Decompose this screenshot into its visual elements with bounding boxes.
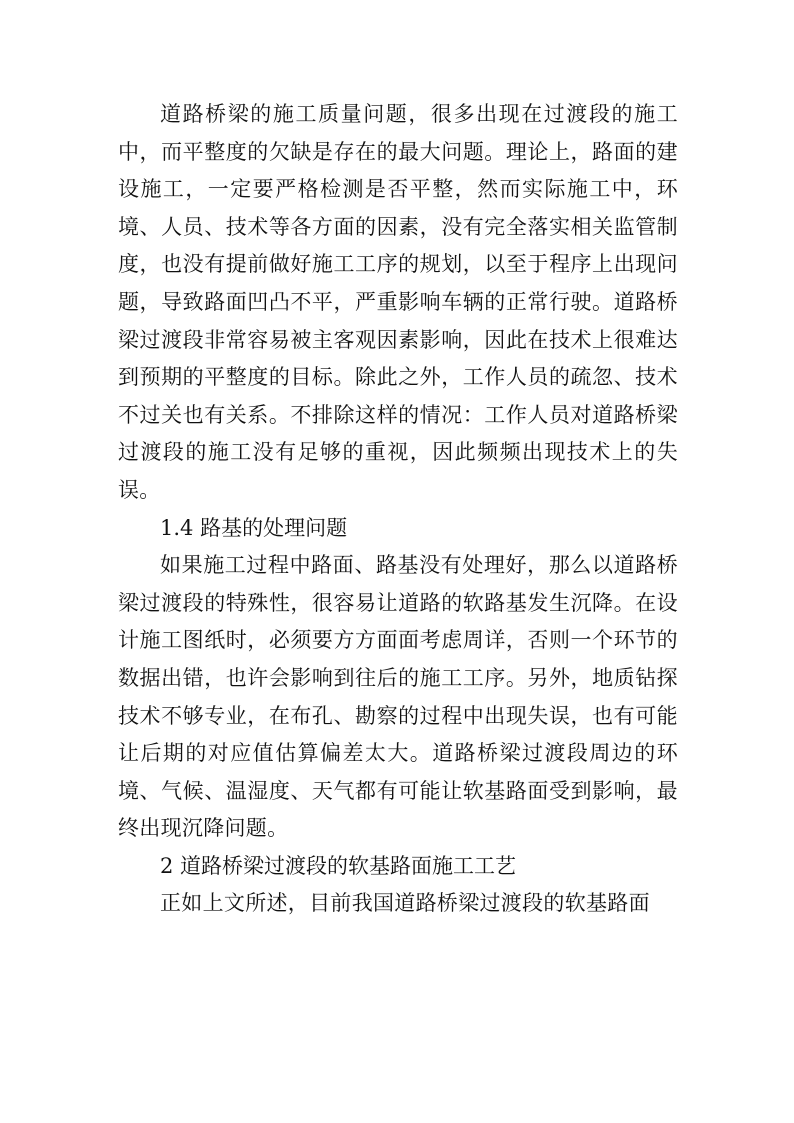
document-body — [118, 96, 678, 923]
paragraph-flatness-problem: 道路桥梁的施工质量问题，很多出现在过渡段的施工中，而平整度的欠缺是存在的最大问题。理论上，路面的建设施工，一定要严格检测是否平整，然而实际施工中，环境、人员、技术等各方面的因素，没有完全落实相关监管制度，也没有提前做好施工工序的规划，以至于程序上出现问题，导致路面凹凸不平，严重影响车辆的正常行驶。道路桥梁过渡段非常容易被主客观因素影响，因此在技术上很难达到预期的平整度的目标。除此之外，工作人员的疏忽、技术不过关也有关系。不排除这样的情况：工作人员对道路桥梁过渡段的施工没有足够的重视，因此频频出现技术上的失误。 — [118, 102, 678, 502]
paragraph-roadbed-problem: 如果施工过程中路面、路基没有处理好，那么以道路桥梁过渡段的特殊性，很容易让道路的软路基发生沉降。在设计施工图纸时，必须要方方面面考虑周详，否则一个环节的数据出错，也许会影响到往后的施工工序。另外，地质钻探技术不够专业，在布孔、勘察的过程中出现失误，也有可能让后期的对应值估算偏差太大。道路桥梁过渡段周边的环境、气候、温湿度、天气都有可能让软基路面受到影响，最终出现沉降问题。 — [118, 553, 678, 841]
paragraph-construction-intro: 正如上文所述，目前我国道路桥梁过渡段的软基路面 — [160, 891, 650, 916]
section-heading-1-4: 1.4 路基的处理问题 — [160, 515, 348, 540]
section-heading-2: 2 道路桥梁过渡段的软基路面施工工艺 — [160, 853, 517, 878]
